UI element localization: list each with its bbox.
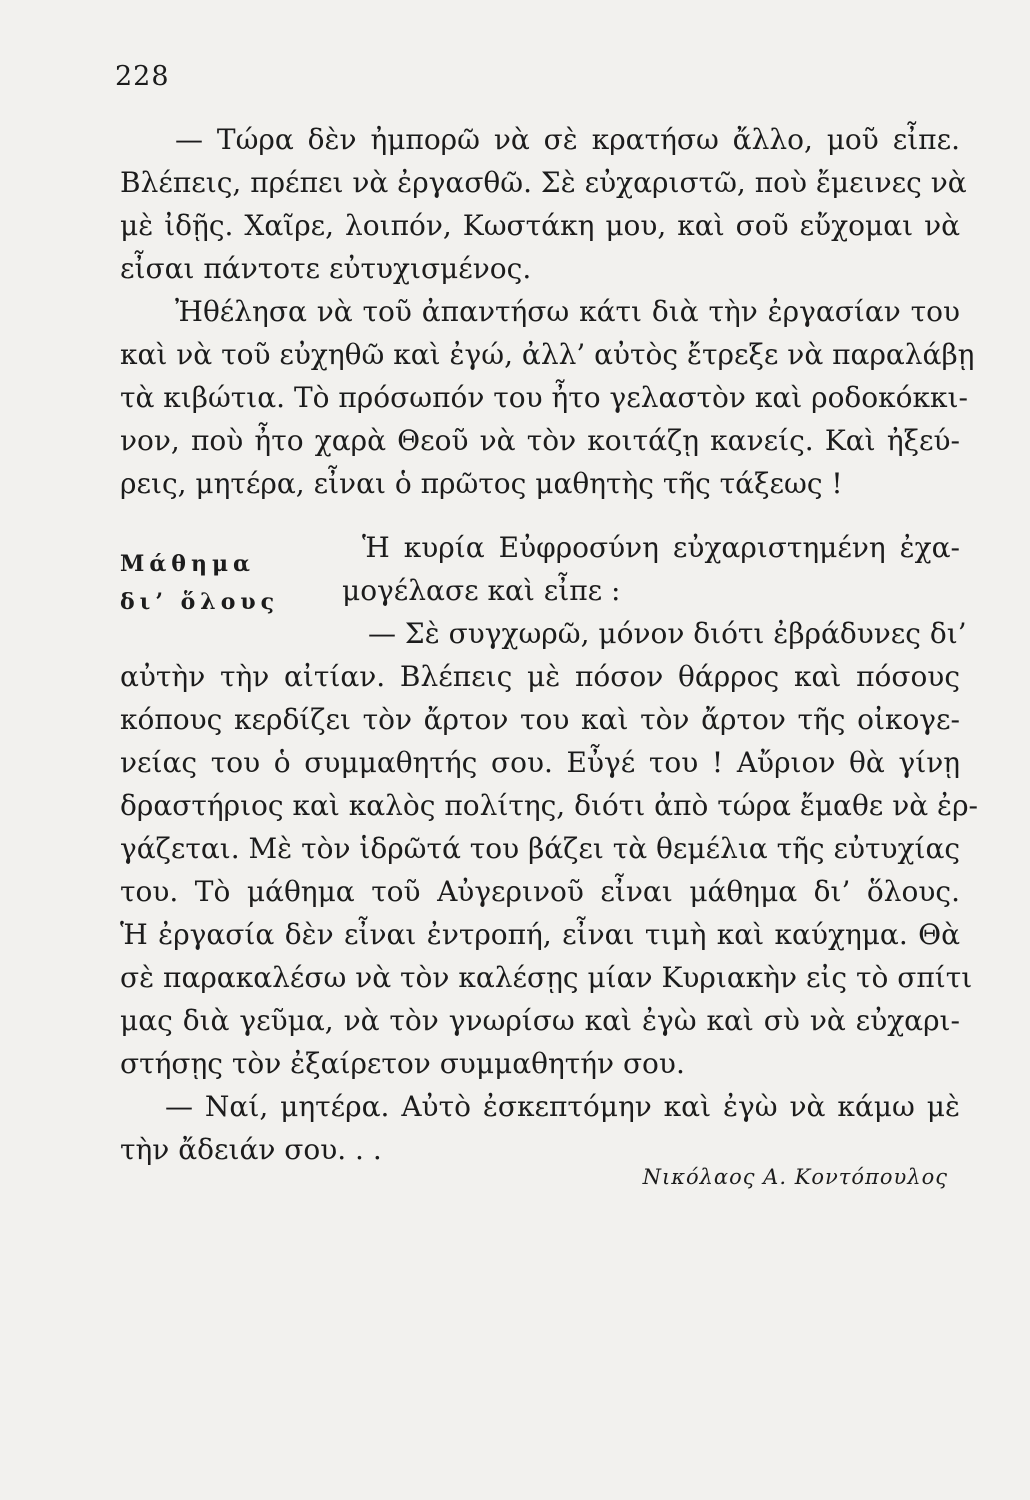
text-line: δραστήριος καὶ καλὸς πολίτης, διότι ἀπὸ τώρα ἔμαθε νὰ ἐρ- bbox=[120, 789, 978, 822]
text-line: στήσῃς τὸν ἐξαίρετον συμμαθητήν σου. bbox=[120, 1047, 685, 1080]
margin-note-line: δι’ ὅλους bbox=[120, 589, 280, 615]
margin-note-line: Μάθημα bbox=[120, 551, 255, 577]
text-line: — Τώρα δὲν ἠμπορῶ νὰ σὲ κρατήσω ἄλλο, μοῦ εἶπε. bbox=[175, 123, 960, 156]
text-line: γάζεται. Μὲ τὸν ἱδρῶτά του βάζει τὰ θεμέλια τῆς εὐτυχίας bbox=[120, 832, 961, 865]
margin-note bbox=[120, 545, 279, 621]
text-line: Βλέπεις, πρέπει νὰ ἐργασθῶ. Σὲ εὐχαριστῶ, ποὺ ἔμεινες νὰ bbox=[120, 166, 967, 199]
text-line: τὰ κιβώτια. Τὸ πρόσωπόν του ἦτο γελαστὸν καὶ ροδοκόκκι- bbox=[120, 381, 968, 414]
text-line: — Ναί, μητέρα. Αὐτὸ ἐσκεπτόμην καὶ ἐγὼ νὰ κάμω μὲ bbox=[165, 1090, 960, 1123]
text-line: νείας του ὁ συμμαθητής σου. Εὖγέ του ! Αὔριον θὰ γίνῃ bbox=[120, 746, 960, 779]
text-line: μας διὰ γεῦμα, νὰ τὸν γνωρίσω καὶ ἐγὼ καὶ σὺ νὰ εὐχαρι- bbox=[120, 1004, 960, 1037]
paragraph-side-block bbox=[342, 526, 967, 655]
page-number: 228 bbox=[115, 61, 170, 92]
text-line: του. Τὸ μάθημα τοῦ Αὐγερινοῦ εἶναι μάθημα δι’ ὅλους. bbox=[120, 875, 960, 908]
text-line: ρεις, μητέρα, εἶναι ὁ πρῶτος μαθητὴς τῆς τάξεως ! bbox=[120, 467, 843, 500]
text-line: σὲ παρακαλέσω νὰ τὸν καλέσῃς μίαν Κυριακὴν εἰς τὸ σπίτι bbox=[120, 961, 973, 994]
text-line: — Σὲ συγχωρῶ, μόνον διότι ἐβράδυνες δι’ bbox=[368, 617, 967, 650]
paragraph-block-bottom bbox=[120, 655, 978, 1171]
text-line: Ἡ κυρία Εὐφροσύνη εὐχαριστημένη ἐχα- bbox=[362, 531, 960, 564]
text-line: Ἡ ἐργασία δὲν εἶναι ἐντροπή, εἶναι τιμὴ καὶ καύχημα. Θὰ bbox=[120, 918, 960, 951]
text-line: τὴν ἄδειάν σου. . . bbox=[120, 1133, 382, 1166]
text-line: μογέλασε καὶ εἶπε : bbox=[342, 574, 621, 607]
text-line: Ἠθέλησα νὰ τοῦ ἀπαντήσω κάτι διὰ τὴν ἐργασίαν του bbox=[175, 295, 960, 328]
paragraph-block-top bbox=[120, 118, 975, 505]
author-signature: Νικόλαος Α. Κοντόπουλος bbox=[642, 1165, 948, 1189]
text-line: καὶ νὰ τοῦ εὐχηθῶ καὶ ἐγώ, ἀλλ’ αὐτὸς ἔτρεξε νὰ παραλάβῃ bbox=[120, 338, 975, 371]
text-line: μὲ ἰδῇς. Χαῖρε, λοιπόν, Κωστάκη μου, καὶ σοῦ εὔχομαι νὰ bbox=[120, 209, 960, 242]
text-line: νον, ποὺ ἦτο χαρὰ Θεοῦ νὰ τὸν κοιτάζῃ κανείς. Καὶ ἠξεύ- bbox=[120, 424, 960, 457]
text-line: εἶσαι πάντοτε εὐτυχισμένος. bbox=[120, 252, 532, 285]
text-line: αὐτὴν τὴν αἰτίαν. Βλέπεις μὲ πόσον θάρρος καὶ πόσους bbox=[120, 660, 960, 693]
text-line: κόπους κερδίζει τὸν ἄρτον του καὶ τὸν ἄρτον τῆς οἰκογε- bbox=[120, 703, 960, 736]
